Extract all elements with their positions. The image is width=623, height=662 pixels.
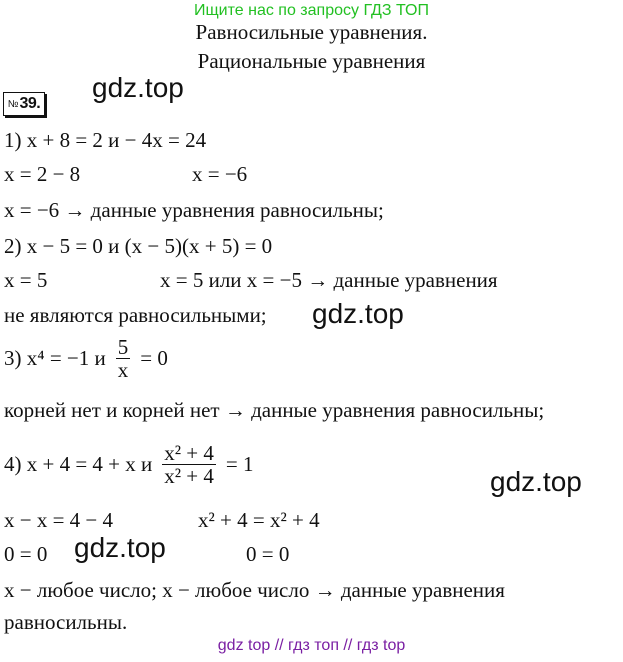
part4-line3a: 0 = 0 <box>4 542 48 566</box>
part4-line3b: 0 = 0 <box>246 542 290 566</box>
part4-line5: равносильны. <box>4 610 128 634</box>
part1-line3: x = −6 → данные уравнения равносильны; <box>4 198 384 222</box>
part2-line2b: x = 5 или x = −5 → данные уравнения <box>160 268 498 292</box>
title-line-1: Равносильные уравнения. <box>195 20 428 44</box>
part4-lhs: 4) x + 4 = 4 + x и <box>4 452 153 477</box>
part4-frac-numerator: x² + 4 <box>164 441 214 465</box>
part1-line2b: x = −6 <box>192 162 248 186</box>
watermark-2: gdz.top <box>312 298 404 329</box>
part2-line2a: x = 5 <box>4 268 48 292</box>
number-sign: № <box>7 98 19 110</box>
part3-fraction <box>116 336 131 381</box>
part4-rhs: = 1 <box>225 452 254 477</box>
title-line-2: Рациональные уравнения <box>197 49 426 73</box>
problem-number-badge <box>3 92 45 116</box>
part1-line1: 1) x + 8 = 2 и − 4x = 24 <box>4 128 207 152</box>
part2-line1: 2) x − 5 = 0 и (x − 5)(x + 5) = 0 <box>4 234 273 258</box>
part2-line3: не являются равносильными; <box>4 303 267 327</box>
part3-line2: корней нет и корней нет → данные уравнения равносильны; <box>4 398 545 422</box>
top-banner: Ищите нас по запросу ГДЗ ТОП <box>194 2 429 19</box>
problem-number: 39. <box>19 95 41 112</box>
part4-line4: x − любое число; x − любое число → данные уравнения <box>4 578 505 602</box>
part4-line2b: x² + 4 = x² + 4 <box>198 508 320 532</box>
footer-banner: gdz top // гдз топ // гдз top <box>217 637 406 654</box>
part3-rhs: = 0 <box>140 346 168 371</box>
watermark-1: gdz.top <box>92 72 184 103</box>
part3-frac-numerator: 5 <box>117 335 129 359</box>
part3-lhs: 3) x⁴ = −1 и <box>4 346 106 371</box>
part3-line1 <box>4 336 168 381</box>
part4-line2a: x − x = 4 − 4 <box>4 508 114 532</box>
part3-frac-denominator: x <box>117 358 129 383</box>
part4-fraction <box>162 442 216 487</box>
part4-frac-denominator: x² + 4 <box>164 464 214 489</box>
watermark-4: gdz.top <box>74 532 166 563</box>
watermark-3: gdz.top <box>490 466 582 497</box>
part1-line2a: x = 2 − 8 <box>4 162 81 186</box>
part4-line1 <box>4 442 254 487</box>
